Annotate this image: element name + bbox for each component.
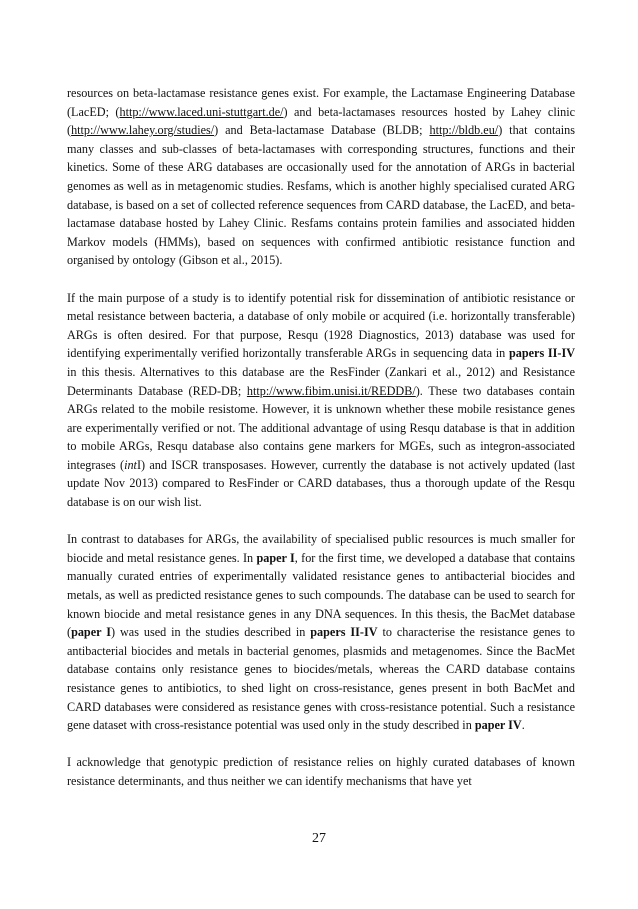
text-segment: , for the first time, we developed a database that contains manually curated entries of experimentally validated resistance genes to antibacterial biocides and metals, as well as predicted resistance genes to such compounds. The database can be used to search for known biocide and metal resistance genes in any DNA sequences. In this thesis, the BacMet database ( <box>67 550 575 640</box>
paragraph-1 <box>67 84 575 270</box>
text-segment: ) that contains many classes and sub-classes of beta-lactamases with corresponding structures, functions and their kinetics. Some of these ARG databases are occasionally used for the annotation of ARGs in bacterial genomes as well as in metagenomic studies. Resfams, which is another highly specialised curated ARG database, is based on a set of collected reference sequences from CARD database, the LacED, and beta-lactamase database hosted by Lahey Clinic. Resfams contains protein families and associated hidden Markov models (HMMs), based on sequences with confirmed antibiotic resistance function and organised by ontology (Gibson et al., 2015). <box>67 123 576 268</box>
text-segment: resources on beta-lactamase resistance genes exist. For example, the Lactamase Engineering Database (LacED; ( <box>67 86 575 119</box>
text-segment: in this thesis. Alternatives to this database are the ResFinder (Zankari et al., 2012) and Resistance Determinants Database (RED-DB; <box>67 364 575 398</box>
italic-text: int <box>124 457 137 472</box>
text-segment: I) and ISCR transposases. However, currently the database is not actively updated (last update Nov 2013) compared to ResFinder or CARD databases, thus a thorough update of the Resqu database is on our wish list. <box>67 457 575 510</box>
text-segment: I acknowledge that genotypic prediction of resistance relies on highly curated databases of known resistance determinants, and thus neither we can identify mechanisms that have yet <box>67 755 575 788</box>
text-segment: ) was used in the studies described in <box>111 625 311 640</box>
text-segment: If the main purpose of a study is to identify potential risk for dissemination of antibiotic resistance or metal resistance between bacteria, a database of only mobile or acquired (i.e. horizontally transferable) ARGs is often desired. For that purpose, Resqu (1928 Diagnostics, 2013) database was used for identifying experimentally verified horizontally transferable ARGs in sequencing data in <box>67 290 575 361</box>
text-segment: ) and beta-lactamases resources hosted by Lahey clinic ( <box>67 104 575 138</box>
bold-reference: paper IV <box>474 718 522 733</box>
url-link[interactable]: http://bldb.eu/ <box>429 123 499 138</box>
text-segment: ). These two databases contain ARGs related to the mobile resistome. However, it is unknown whether these mobile resistance genes are experimentally verified or not. The additional advantage of using Resqu database is that in addition to mobile ARGs, Resqu database also contains gene markers for MGEs, such as integron-associated integrases ( <box>67 383 575 472</box>
paragraph-3 <box>67 530 575 735</box>
url-link[interactable]: http://www.lahey.org/studies/ <box>71 123 215 138</box>
bold-reference: papers II-IV <box>310 625 378 640</box>
url-link[interactable]: http://www.fibim.unisi.it/REDDB/ <box>246 383 416 398</box>
paragraph-4 <box>67 753 575 790</box>
document-body <box>67 84 575 791</box>
page-number: 27 <box>312 831 326 846</box>
text-segment: In contrast to databases for ARGs, the availability of specialised public resources is much smaller for biocide and metal resistance genes. In <box>67 532 575 565</box>
text-segment: ) and Beta-lactamase Database (BLDB; <box>214 123 430 138</box>
text-segment: . <box>521 718 525 733</box>
paragraph-2 <box>67 289 575 512</box>
bold-reference: paper I <box>256 550 295 565</box>
bold-reference: papers II-IV <box>508 346 575 361</box>
url-link[interactable]: http://www.laced.uni-stuttgart.de/ <box>119 104 284 119</box>
bold-reference: paper I <box>71 625 111 640</box>
text-segment: to characterise the resistance genes to antibacterial biocides and metals in bacterial genomes, plasmids and metagenomes. Since the BacMet database contains only resistance genes to biocides/metals, whereas the CARD database contains resistance genes to antibiotics, to shed light on cross-resistance, genes present in both BacMet and CARD databases were considered as resistance genes with cross-resistance potential. Such a resistance gene dataset with cross-resistance potential was used only in the study described in <box>67 625 575 733</box>
